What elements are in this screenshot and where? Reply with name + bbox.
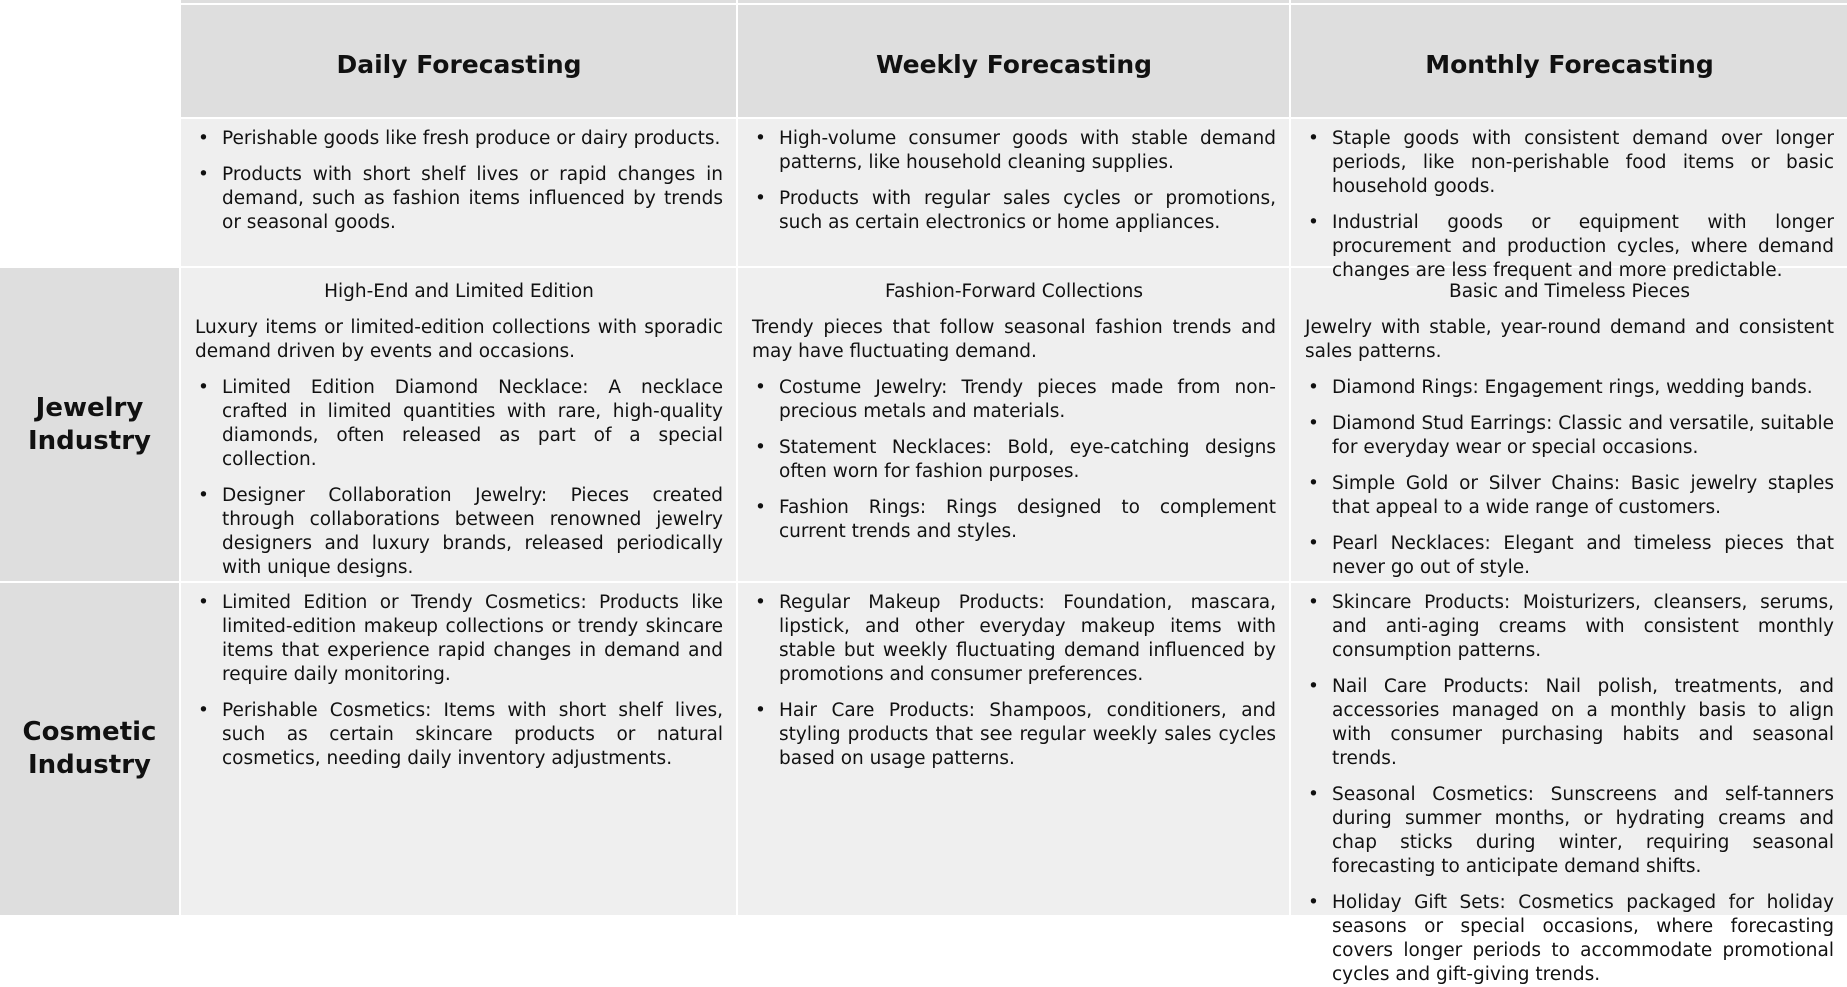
cosmetic-weekly-list <box>752 591 1276 771</box>
list-item: • Designer Collaboration Jewelry: Pieces created through collaborations between renowned jewelry designers and luxury brands, released periodically with unique designs. <box>195 484 723 580</box>
row-header-cosmetic <box>0 583 179 915</box>
list-item: • Regular Makeup Products: Foundation, mascara, lipstick, and other everyday makeup items with stable but weekly fluctuating demand influenced by promotions and consumer preferences. <box>752 591 1276 687</box>
list-item: • Products with short shelf lives or rapid changes in demand, such as fashion items influenced by trends or seasonal goods. <box>195 163 723 235</box>
list-item: • Seasonal Cosmetics: Sunscreens and self-tanners during summer months, or hydrating creams and chap sticks during winter, requiring seasonal forecasting to anticipate demand shifts. <box>1305 783 1834 879</box>
row-header-cosmetic-line2: Industry <box>28 750 151 780</box>
list-item: • Nail Care Products: Nail polish, treatments, and accessories managed on a monthly basis to align with consumer purchasing habits and seasonal trends. <box>1305 675 1834 771</box>
general-daily-cell <box>181 119 736 266</box>
jewelry-daily-intro: Luxury items or limited-edition collections with sporadic demand driven by events and occasions. <box>195 317 723 362</box>
list-item: • Costume Jewelry: Trendy pieces made from non-precious metals and materials. <box>752 376 1276 424</box>
list-item: • Diamond Rings: Engagement rings, wedding bands. <box>1305 376 1834 400</box>
list-item: • Pearl Necklaces: Elegant and timeless pieces that never go out of style. <box>1305 532 1834 580</box>
list-item: • Products with regular sales cycles or promotions, such as certain electronics or home appliances. <box>752 187 1276 235</box>
jewelry-monthly-intro: Jewelry with stable, year-round demand and consistent sales patterns. <box>1305 317 1834 362</box>
column-header-monthly-label: Monthly Forecasting <box>1425 50 1714 79</box>
general-weekly-list <box>752 127 1276 235</box>
list-item: • Limited Edition Diamond Necklace: A necklace crafted in limited quantities with rare, high-quality diamonds, often released as part of a special collection. <box>195 376 723 472</box>
list-item: • Hair Care Products: Shampoos, conditioners, and styling products that see regular weekly sales cycles based on usage patterns. <box>752 699 1276 771</box>
column-header-weekly-label: Weekly Forecasting <box>875 50 1153 79</box>
row-header-jewelry-line2: Industry <box>28 425 151 456</box>
jewelry-daily-subtitle: High-End and Limited Edition <box>324 281 594 302</box>
jewelry-daily-list <box>195 376 723 580</box>
list-item: • Fashion Rings: Rings designed to complement current trends and styles. <box>752 496 1276 544</box>
list-item: • Skincare Products: Moisturizers, cleansers, serums, and anti-aging creams with consistent monthly consumption patterns. <box>1305 591 1834 663</box>
list-item: • Perishable Cosmetics: Items with short shelf lives, such as certain skincare products or natural cosmetics, needing daily inventory adjustments. <box>195 699 723 771</box>
row-header-cosmetic-line1: Cosmetic <box>22 717 157 747</box>
cosmetic-monthly-list <box>1305 591 1834 987</box>
list-item: • Staple goods with consistent demand over longer periods, like non-perishable food items or basic household goods. <box>1305 127 1834 199</box>
header-strip <box>738 0 1289 3</box>
header-strip <box>1291 0 1847 3</box>
list-item: • Perishable goods like fresh produce or dairy products. <box>195 127 723 151</box>
cosmetic-daily-list <box>195 591 723 771</box>
list-item: • Holiday Gift Sets: Cosmetics packaged for holiday seasons or special occasions, where forecasting covers longer periods to accommodate promotional cycles and gift-giving trends. <box>1305 891 1834 987</box>
list-item: • Limited Edition or Trendy Cosmetics: Products like limited-edition makeup collections or trendy skincare items that experience rapid changes in demand and require daily monitoring. <box>195 591 723 687</box>
list-item: • High-volume consumer goods with stable demand patterns, like household cleaning supplies. <box>752 127 1276 175</box>
jewelry-weekly-subtitle: Fashion-Forward Collections <box>885 281 1143 302</box>
general-daily-list <box>195 127 723 235</box>
jewelry-monthly-list <box>1305 376 1834 580</box>
list-item: • Simple Gold or Silver Chains: Basic jewelry staples that appeal to a wide range of customers. <box>1305 472 1834 520</box>
column-header-daily <box>181 5 736 117</box>
jewelry-daily-cell <box>181 268 736 581</box>
jewelry-weekly-list <box>752 376 1276 544</box>
general-monthly-list <box>1305 127 1834 283</box>
general-monthly-cell <box>1291 119 1847 281</box>
cosmetic-weekly-cell <box>738 583 1289 915</box>
row-header-jewelry <box>0 268 179 581</box>
column-header-monthly <box>1291 5 1847 117</box>
cosmetic-daily-cell <box>181 583 736 915</box>
list-item: • Diamond Stud Earrings: Classic and versatile, suitable for everyday wear or special occasions. <box>1305 412 1834 460</box>
column-header-weekly <box>738 5 1289 117</box>
jewelry-weekly-cell <box>738 268 1289 581</box>
list-item: • Statement Necklaces: Bold, eye-catching designs often worn for fashion purposes. <box>752 436 1276 484</box>
row-header-jewelry-line1: Jewelry <box>35 392 144 423</box>
header-strip <box>181 0 736 3</box>
list-item: • Industrial goods or equipment with longer procurement and production cycles, where demand changes are less frequent and more predictable. <box>1305 211 1834 283</box>
jewelry-weekly-intro: Trendy pieces that follow seasonal fashion trends and may have fluctuating demand. <box>752 317 1276 362</box>
cosmetic-monthly-cell <box>1291 583 1847 985</box>
jewelry-monthly-subtitle: Basic and Timeless Pieces <box>1449 281 1690 302</box>
column-header-daily-label: Daily Forecasting <box>336 50 582 79</box>
jewelry-monthly-cell <box>1291 268 1847 581</box>
general-weekly-cell <box>738 119 1289 266</box>
